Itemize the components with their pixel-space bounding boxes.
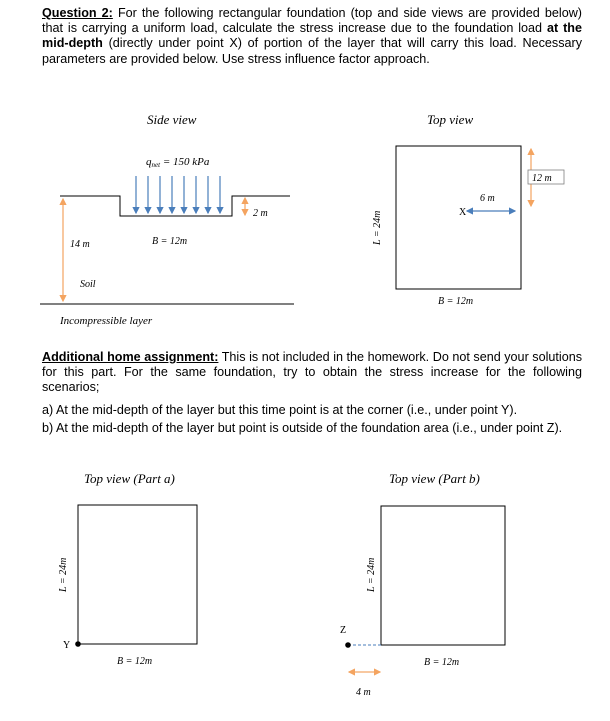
part-b-view [340, 471, 505, 698]
part-a-view [58, 471, 197, 667]
question-label: Question 2: [42, 6, 113, 20]
top-view-title: Top view [427, 112, 474, 127]
question-body-b: (directly under point X) of portion of the layer that will carry this load. Necessary parameters are provided below. Use stress influence factor approach. [42, 36, 582, 66]
scenario-a: a) At the mid-depth of the layer but this time point is at the corner (i.e., under point Y). [42, 403, 518, 417]
top-view [372, 112, 564, 307]
side-view [40, 112, 294, 327]
additional-assignment [42, 350, 582, 396]
part-a-rectangle [78, 505, 197, 644]
offset-label: 4 m [356, 687, 371, 698]
point-z-label: Z [340, 625, 347, 636]
question-body-a: For the following rectangular foundation (top and side views are provided below) that is carrying a uniform load, calculate the stress increase due to the foundation load [42, 6, 582, 36]
top-length-label: L = 24m [372, 210, 383, 245]
part-a-width-label: B = 12m [117, 656, 153, 667]
part-b-title: Top view (Part b) [389, 471, 480, 486]
half-width-label: 6 m [480, 193, 495, 204]
additional-label: Additional home assignment: [42, 350, 219, 364]
incompressible-label: Incompressible layer [60, 315, 153, 327]
load-label: qnet = 150 kPa [146, 156, 210, 169]
part-b-rectangle [381, 506, 505, 645]
depth-label: 2 m [253, 208, 268, 219]
half-length-label: 12 m [532, 173, 552, 184]
side-view-title: Side view [147, 112, 197, 127]
point-x-label: X [459, 207, 467, 218]
scenario-b: b) At the mid-depth of the layer but point is outside of the foundation area (i.e., under point Z). [42, 421, 563, 435]
side-width-label: B = 12m [152, 236, 188, 247]
load-arrows [136, 176, 220, 213]
point-y-label: Y [63, 640, 71, 651]
part-a-title: Top view (Part a) [84, 471, 175, 486]
top-width-label: B = 12m [438, 296, 474, 307]
part-a-length-label: L = 24m [58, 557, 69, 592]
part-b-length-label: L = 24m [366, 557, 377, 592]
additional-body: This is not included in the homework. Do not send your solutions for this part. For the same foundation, try to obtain the stress increase for the following scenarios; [42, 350, 583, 395]
point-z-marker [345, 642, 351, 648]
soil-label: Soil [80, 279, 96, 290]
part-b-width-label: B = 12m [424, 657, 460, 668]
layer-depth-label: 14 m [70, 239, 90, 250]
point-y-marker [75, 641, 81, 647]
question-emphasis: at the mid-depth [42, 21, 582, 51]
